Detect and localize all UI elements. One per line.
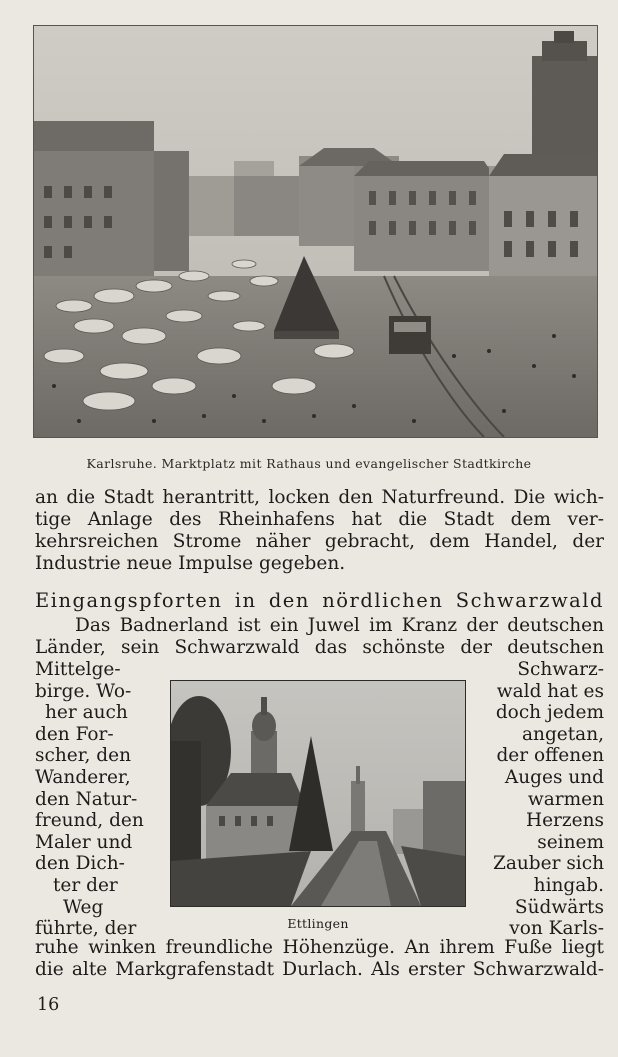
text-line: doch jedem [495, 702, 604, 724]
text-line: Auges und [504, 766, 604, 788]
text-line: tige Anlage des Rheinhafens hat die Stadt dem ver- [35, 509, 604, 530]
text-line: Schwarz- [517, 659, 604, 680]
caption-ettlingen: Ettlingen [287, 916, 349, 931]
text-line: Das Badnerland ist ein Juwel im Kranz der deutschen [75, 615, 604, 636]
text-line: Länder, sein Schwarzwald das schönste der deutschen [35, 637, 604, 658]
caption-karlsruhe: Karlsruhe. Marktplatz mit Rathaus und evangelischer Stadtkirche [86, 456, 532, 471]
text-line: Herzens [525, 810, 604, 832]
text-line: hingab. [533, 874, 604, 896]
text-line: den Dich- [35, 853, 125, 875]
text-line: den For- [35, 723, 114, 745]
text-line: führte, der [35, 918, 137, 940]
text-line: Weg [63, 896, 104, 918]
photo-karlsruhe-marktplatz [33, 25, 598, 438]
text-line: Maler und [35, 831, 133, 853]
text-line: her auch [45, 702, 128, 724]
text-line: Industrie neue Impulse gegeben. [35, 553, 346, 574]
text-line: Wanderer, [35, 766, 131, 788]
photo-ettlingen [170, 680, 466, 907]
text-line: kehrsreichen Strome näher gebracht, dem Handel, der [35, 531, 604, 552]
text-line: Mittelge- [35, 659, 121, 680]
text-column-right [470, 659, 604, 940]
text-line: Zauber sich [493, 853, 604, 875]
text-line: von Karls- [509, 918, 604, 940]
text-line: den Natur- [35, 788, 138, 810]
text-line: an die Stadt herantritt, locken den Naturfreund. Die wich- [35, 487, 604, 508]
text-line: warmen [527, 788, 604, 810]
section-heading: Eingangspforten in den nördlichen Schwarzwald [35, 589, 604, 612]
text-line: ter der [53, 874, 118, 896]
text-column-left [35, 659, 170, 940]
text-line: der offenen [496, 745, 604, 767]
text-line: seinem [537, 831, 604, 853]
page-number: 16 [37, 995, 60, 1015]
text-line: angetan, [522, 723, 604, 745]
text-line: wald hat es [496, 680, 604, 702]
text-line: scher, den [35, 745, 131, 767]
text-line: Südwärts [514, 896, 604, 918]
text-line: die alte Markgrafenstadt Durlach. Als erster Schwarzwald- [35, 959, 604, 980]
text-line: freund, den [35, 810, 144, 832]
text-line: ruhe winken freundliche Höhenzüge. An ihrem Fuße liegt [35, 937, 604, 958]
text-line: birge. Wo- [35, 680, 132, 702]
